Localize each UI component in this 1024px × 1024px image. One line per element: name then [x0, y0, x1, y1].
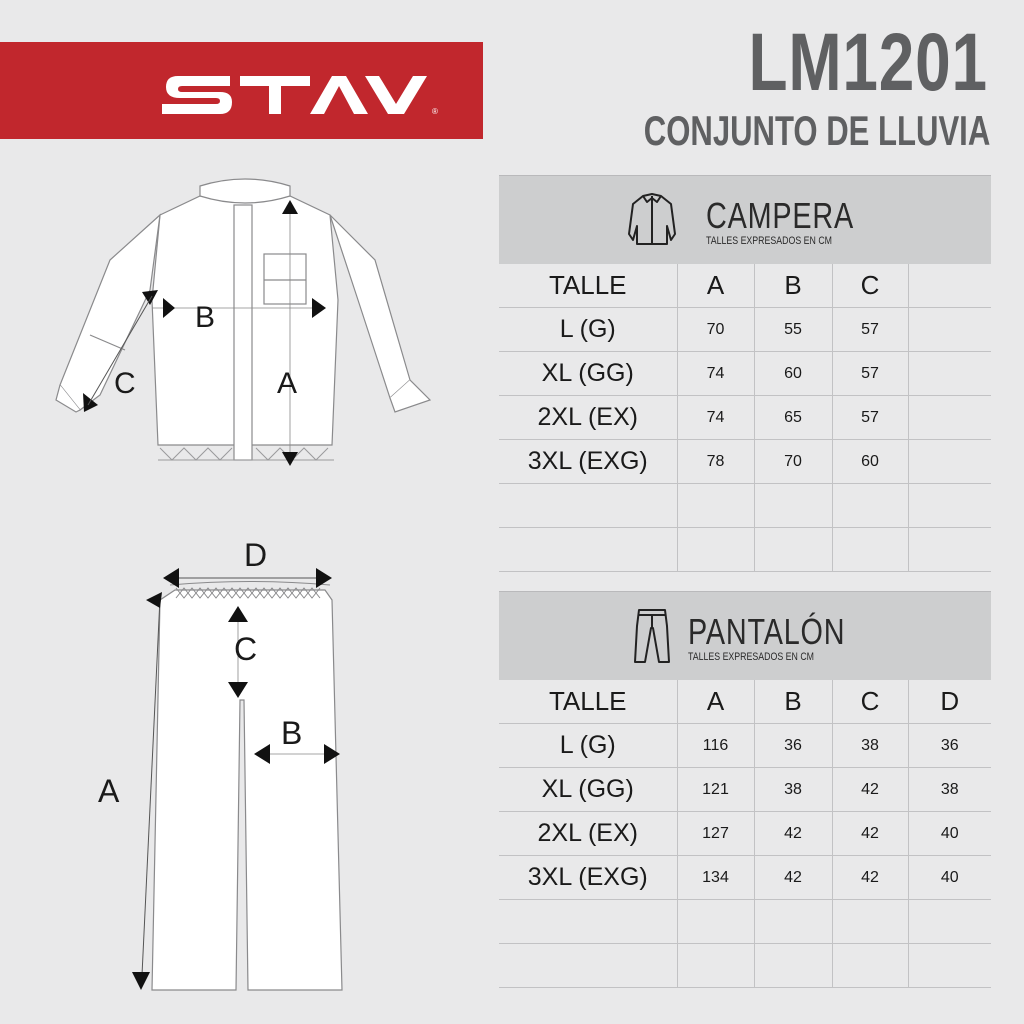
- campera-header: [499, 175, 991, 264]
- size-cell: [499, 484, 677, 528]
- campera-title: CAMPERA: [706, 195, 855, 236]
- value-cell: [754, 528, 832, 572]
- pants-label-d: D: [244, 537, 268, 573]
- value-cell: 65: [754, 396, 832, 440]
- value-cell: 42: [754, 856, 832, 900]
- value-cell: 57: [832, 308, 908, 352]
- value-cell: [908, 900, 991, 944]
- value-cell: 70: [754, 440, 832, 484]
- value-cell: 36: [908, 724, 991, 768]
- value-cell: 78: [677, 440, 754, 484]
- table-row: [499, 440, 991, 484]
- value-cell: [754, 944, 832, 988]
- value-cell: [908, 944, 991, 988]
- size-cell: [499, 900, 677, 944]
- value-cell: [677, 484, 754, 528]
- value-cell: [908, 352, 991, 396]
- size-cell: XL (GG): [499, 352, 677, 396]
- size-cell: 3XL (EXG): [499, 440, 677, 484]
- pantalon-size-table: [499, 591, 991, 988]
- value-cell: [754, 484, 832, 528]
- value-cell: [677, 528, 754, 572]
- table-row: [499, 724, 991, 768]
- column-header: TALLE: [499, 680, 677, 724]
- table-row: [499, 396, 991, 440]
- column-header: A: [677, 680, 754, 724]
- size-cell: 3XL (EXG): [499, 856, 677, 900]
- size-cell: 2XL (EX): [499, 812, 677, 856]
- pantalon-header-row: [499, 680, 991, 724]
- value-cell: 42: [832, 768, 908, 812]
- value-cell: 57: [832, 352, 908, 396]
- value-cell: 70: [677, 308, 754, 352]
- table-row: [499, 768, 991, 812]
- campera-header-row: [499, 264, 991, 308]
- pants-icon: [625, 606, 679, 666]
- value-cell: 38: [908, 768, 991, 812]
- table-row: [499, 308, 991, 352]
- value-cell: 38: [754, 768, 832, 812]
- table-row: [499, 484, 991, 528]
- jacket-label-a: A: [277, 367, 298, 400]
- value-cell: [908, 440, 991, 484]
- value-cell: [832, 484, 908, 528]
- size-cell: [499, 944, 677, 988]
- table-row: [499, 528, 991, 572]
- pantalon-title: PANTALÓN: [688, 611, 846, 652]
- value-cell: 57: [832, 396, 908, 440]
- campera-grid: [499, 264, 991, 572]
- size-cell: L (G): [499, 308, 677, 352]
- value-cell: [832, 900, 908, 944]
- value-cell: 60: [754, 352, 832, 396]
- value-cell: [677, 944, 754, 988]
- value-cell: 40: [908, 856, 991, 900]
- size-cell: L (G): [499, 724, 677, 768]
- value-cell: 121: [677, 768, 754, 812]
- campera-size-table: [499, 175, 991, 572]
- trademark-symbol: ®: [432, 107, 438, 116]
- value-cell: 55: [754, 308, 832, 352]
- value-cell: [754, 900, 832, 944]
- column-header: B: [754, 264, 832, 308]
- value-cell: 134: [677, 856, 754, 900]
- pants-waistband: [170, 582, 330, 599]
- value-cell: 127: [677, 812, 754, 856]
- value-cell: [677, 900, 754, 944]
- campera-note: TALLES EXPRESADOS EN CM: [706, 235, 833, 247]
- table-row: [499, 856, 991, 900]
- garment-diagram: [0, 150, 495, 1024]
- table-row: [499, 944, 991, 988]
- pantalon-grid: [499, 680, 991, 988]
- column-header: D: [908, 680, 991, 724]
- column-header: [908, 264, 991, 308]
- pantalon-header: [499, 591, 991, 680]
- jacket-drawing: [56, 179, 430, 460]
- pants-label-b: B: [281, 715, 303, 751]
- value-cell: [832, 944, 908, 988]
- value-cell: [908, 308, 991, 352]
- value-cell: 42: [832, 856, 908, 900]
- size-cell: XL (GG): [499, 768, 677, 812]
- value-cell: [908, 484, 991, 528]
- value-cell: [832, 528, 908, 572]
- pants-label-c: C: [234, 631, 258, 667]
- value-cell: [908, 396, 991, 440]
- value-cell: [908, 528, 991, 572]
- product-subtitle: CONJUNTO DE LLUVIA: [643, 107, 990, 154]
- size-cell: 2XL (EX): [499, 396, 677, 440]
- table-row: [499, 900, 991, 944]
- value-cell: 74: [677, 352, 754, 396]
- jacket-label-b: B: [195, 301, 216, 334]
- pants-label-a: A: [98, 773, 120, 809]
- value-cell: 116: [677, 724, 754, 768]
- table-row: [499, 812, 991, 856]
- column-header: TALLE: [499, 264, 677, 308]
- jacket-label-c: C: [114, 367, 136, 400]
- value-cell: 36: [754, 724, 832, 768]
- value-cell: 60: [832, 440, 908, 484]
- column-header: B: [754, 680, 832, 724]
- jacket-icon: [625, 190, 679, 250]
- column-header: C: [832, 680, 908, 724]
- model-code: LM1201: [748, 17, 988, 108]
- value-cell: 42: [832, 812, 908, 856]
- column-header: C: [832, 264, 908, 308]
- value-cell: 74: [677, 396, 754, 440]
- pantalon-note: TALLES EXPRESADOS EN CM: [688, 651, 815, 663]
- value-cell: 42: [754, 812, 832, 856]
- size-cell: [499, 528, 677, 572]
- value-cell: 40: [908, 812, 991, 856]
- value-cell: 38: [832, 724, 908, 768]
- table-row: [499, 352, 991, 396]
- brand-logo: [160, 68, 445, 120]
- column-header: A: [677, 264, 754, 308]
